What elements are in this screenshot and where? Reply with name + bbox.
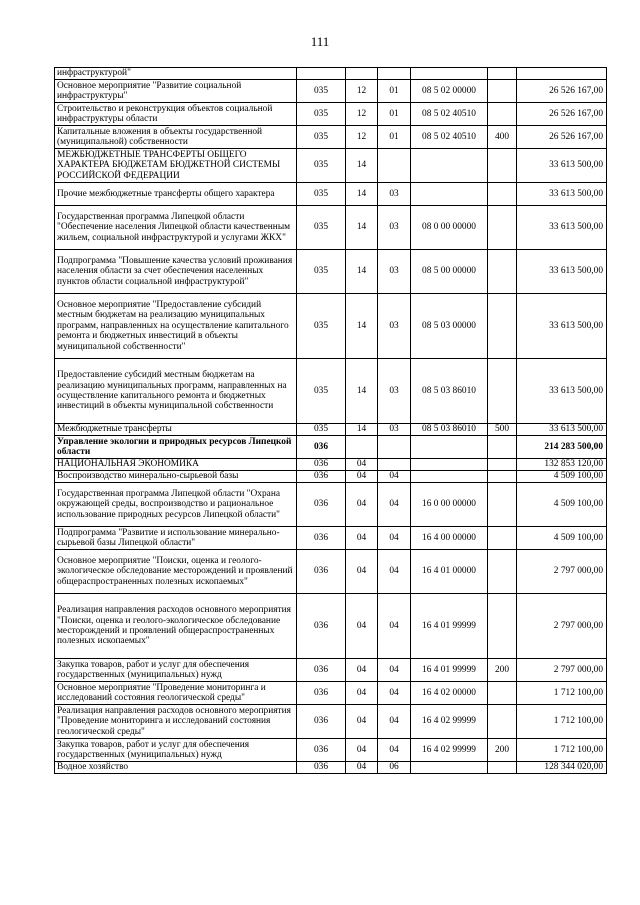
table-row [55,68,607,80]
target-article-code-cell [411,183,488,206]
amount-cell: 4 509 100,00 [517,483,607,527]
expense-type-code-cell [488,206,517,250]
subsection-code-cell: 04 [378,550,411,594]
ministry-code-cell: 036 [297,705,346,739]
ministry-code-cell: 035 [297,294,346,359]
section-code-cell: 14 [346,250,378,294]
target-article-code-cell: 08 0 00 00000 [411,206,488,250]
table-row [55,183,607,206]
target-article-code-cell [411,459,488,471]
table-row [55,762,607,774]
amount-cell: 1 712 100,00 [517,705,607,739]
target-article-code-cell: 16 4 02 99999 [411,739,488,762]
ministry-code-cell [297,68,346,80]
item-name-cell: Закупка товаров, работ и услуг для обеспечения государственных (муниципальных) нужд [55,739,297,762]
section-code-cell: 14 [346,183,378,206]
table-row [55,294,607,359]
subsection-code-cell: 03 [378,359,411,424]
expense-type-code-cell [488,80,517,103]
amount-cell: 33 613 500,00 [517,149,607,183]
target-article-code-cell: 16 4 01 99999 [411,659,488,682]
ministry-code-cell: 036 [297,762,346,774]
subsection-code-cell [378,436,411,459]
subsection-code-cell [378,149,411,183]
item-name-cell: Основное мероприятие "Поиски, оценка и геолого-экологическое обследование месторождений и проявлений общераспространенных полезных ископаемых" [55,550,297,594]
amount-cell: 1 712 100,00 [517,739,607,762]
table-row [55,739,607,762]
expense-type-code-cell [488,594,517,659]
item-name-cell: Реализация направления расходов основного мероприятия "Поиски, оценка и геолого-экологическое обследование месторождений и проявлений общераспространенных полезных ископаемых" [55,594,297,659]
subsection-code-cell: 04 [378,594,411,659]
item-name-cell: НАЦИОНАЛЬНАЯ ЭКОНОМИКА [55,459,297,471]
item-name-cell: Межбюджетные трансферты [55,424,297,436]
table-row [55,149,607,183]
target-article-code-cell: 08 5 00 00000 [411,250,488,294]
subsection-code-cell: 04 [378,739,411,762]
expense-type-code-cell [488,682,517,705]
table-row [55,682,607,705]
target-article-code-cell: 16 4 01 99999 [411,594,488,659]
section-code-cell: 04 [346,527,378,550]
item-name-cell: Подпрограмма "Развитие и использование минерально-сырьевой базы Липецкой области" [55,527,297,550]
subsection-code-cell: 03 [378,183,411,206]
section-code-cell: 04 [346,705,378,739]
section-code-cell: 12 [346,126,378,149]
section-code-cell: 04 [346,471,378,483]
item-name-cell: Управление экологии и природных ресурсов Липецкой области [55,436,297,459]
subsection-code-cell: 03 [378,206,411,250]
target-article-code-cell: 08 5 03 00000 [411,294,488,359]
table-row [55,436,607,459]
subsection-code-cell: 04 [378,527,411,550]
expense-type-code-cell [488,183,517,206]
section-code-cell: 14 [346,294,378,359]
ministry-code-cell: 035 [297,359,346,424]
section-code-cell: 04 [346,550,378,594]
section-code-cell [346,436,378,459]
ministry-code-cell: 036 [297,659,346,682]
item-name-cell: Государственная программа Липецкой области "Обеспечение населения Липецкой области качественным жильем, социальной инфраструктурой и услугами ЖКХ" [55,206,297,250]
subsection-code-cell: 04 [378,705,411,739]
target-article-code-cell [411,68,488,80]
expense-type-code-cell [488,294,517,359]
item-name-cell: Основное мероприятие "Развитие социальной инфраструктуры" [55,80,297,103]
item-name-cell: Основное мероприятие "Проведение мониторинга и исследований состояния геологической среды" [55,682,297,705]
expense-type-code-cell: 200 [488,659,517,682]
section-code-cell: 14 [346,424,378,436]
ministry-code-cell: 035 [297,149,346,183]
subsection-code-cell: 01 [378,103,411,126]
amount-cell: 2 797 000,00 [517,659,607,682]
ministry-code-cell: 035 [297,424,346,436]
expense-type-code-cell [488,550,517,594]
item-name-cell: Строительство и реконструкция объектов социальной инфраструктуры области [55,103,297,126]
section-code-cell: 12 [346,103,378,126]
item-name-cell: Предоставление субсидий местным бюджетам на реализацию муниципальных программ, направленных на осуществление капитального ремонта и бюджетных инвестиций в объекты муниципальной собственности [55,359,297,424]
expense-type-code-cell [488,483,517,527]
section-code-cell: 14 [346,359,378,424]
item-name-cell: МЕЖБЮДЖЕТНЫЕ ТРАНСФЕРТЫ ОБЩЕГО ХАРАКТЕРА БЮДЖЕТАМ БЮДЖЕТНОЙ СИСТЕМЫ РОССИЙСКОЙ ФЕДЕРАЦИИ [55,149,297,183]
item-name-cell: инфраструктурой" [55,68,297,80]
expense-type-code-cell [488,436,517,459]
table-row [55,250,607,294]
subsection-code-cell: 04 [378,682,411,705]
section-code-cell [346,68,378,80]
subsection-code-cell [378,68,411,80]
table-row [55,80,607,103]
ministry-code-cell: 035 [297,80,346,103]
target-article-code-cell [411,471,488,483]
expense-type-code-cell [488,250,517,294]
item-name-cell: Водное хозяйство [55,762,297,774]
subsection-code-cell: 04 [378,483,411,527]
amount-cell: 33 613 500,00 [517,359,607,424]
target-article-code-cell: 16 0 00 00000 [411,483,488,527]
table-row [55,594,607,659]
section-code-cell: 14 [346,149,378,183]
ministry-code-cell: 036 [297,471,346,483]
section-code-cell: 12 [346,80,378,103]
section-code-cell: 04 [346,594,378,659]
expense-type-code-cell [488,459,517,471]
amount-cell: 214 283 500,00 [517,436,607,459]
target-article-code-cell: 16 4 02 99999 [411,705,488,739]
table-row [55,424,607,436]
table-row [55,459,607,471]
amount-cell: 128 344 020,00 [517,762,607,774]
item-name-cell: Закупка товаров, работ и услуг для обеспечения государственных (муниципальных) нужд [55,659,297,682]
section-code-cell: 14 [346,206,378,250]
ministry-code-cell: 036 [297,594,346,659]
budget-table-body [55,68,607,774]
expense-type-code-cell [488,471,517,483]
target-article-code-cell [411,149,488,183]
ministry-code-cell: 036 [297,436,346,459]
expense-type-code-cell [488,149,517,183]
amount-cell: 26 526 167,00 [517,80,607,103]
item-name-cell: Реализация направления расходов основного мероприятия "Проведение мониторинга и исследований состояния геологической среды" [55,705,297,739]
target-article-code-cell: 08 5 03 86010 [411,359,488,424]
expense-type-code-cell [488,68,517,80]
item-name-cell: Воспроизводство минерально-сырьевой базы [55,471,297,483]
ministry-code-cell: 035 [297,183,346,206]
ministry-code-cell: 035 [297,206,346,250]
item-name-cell: Капитальные вложения в объекты государственной (муниципальной) собственности [55,126,297,149]
item-name-cell: Государственная программа Липецкой области "Охрана окружающей среды, воспроизводство и рациональное использование природных ресурсов Липецкой области" [55,483,297,527]
ministry-code-cell: 036 [297,459,346,471]
subsection-code-cell: 01 [378,126,411,149]
ministry-code-cell: 035 [297,126,346,149]
ministry-code-cell: 036 [297,527,346,550]
ministry-code-cell: 036 [297,550,346,594]
amount-cell: 2 797 000,00 [517,594,607,659]
target-article-code-cell: 08 5 02 40510 [411,103,488,126]
amount-cell: 33 613 500,00 [517,206,607,250]
table-row [55,359,607,424]
page-number: 111 [310,34,330,49]
target-article-code-cell: 08 5 02 40510 [411,126,488,149]
subsection-code-cell: 06 [378,762,411,774]
table-row [55,550,607,594]
target-article-code-cell: 16 4 02 00000 [411,682,488,705]
amount-cell: 2 797 000,00 [517,550,607,594]
expense-type-code-cell: 400 [488,126,517,149]
ministry-code-cell: 036 [297,739,346,762]
ministry-code-cell: 035 [297,103,346,126]
target-article-code-cell: 16 4 00 00000 [411,527,488,550]
expense-type-code-cell: 200 [488,739,517,762]
table-row [55,206,607,250]
amount-cell: 1 712 100,00 [517,682,607,705]
target-article-code-cell: 08 5 02 00000 [411,80,488,103]
expense-type-code-cell [488,359,517,424]
table-row [55,527,607,550]
subsection-code-cell: 01 [378,80,411,103]
target-article-code-cell [411,762,488,774]
ministry-code-cell: 036 [297,483,346,527]
subsection-code-cell: 03 [378,424,411,436]
amount-cell: 33 613 500,00 [517,294,607,359]
amount-cell: 4 509 100,00 [517,527,607,550]
amount-cell [517,68,607,80]
target-article-code-cell: 16 4 01 00000 [411,550,488,594]
table-row [55,471,607,483]
ministry-code-cell: 035 [297,250,346,294]
amount-cell: 132 853 120,00 [517,459,607,471]
target-article-code-cell: 08 5 03 86010 [411,424,488,436]
section-code-cell: 04 [346,739,378,762]
amount-cell: 26 526 167,00 [517,126,607,149]
section-code-cell: 04 [346,762,378,774]
expense-type-code-cell [488,762,517,774]
target-article-code-cell [411,436,488,459]
amount-cell: 33 613 500,00 [517,183,607,206]
table-row [55,483,607,527]
amount-cell: 33 613 500,00 [517,424,607,436]
item-name-cell: Подпрограмма "Повышение качества условий проживания населения области за счет обеспечения населенных пунктов области социальной инфраструктурой" [55,250,297,294]
item-name-cell: Основное мероприятие "Предоставление субсидий местным бюджетам на реализацию муниципальных программ, направленных на осуществление капитального ремонта и бюджетных инвестиций в объекты муниципальной собственности" [55,294,297,359]
subsection-code-cell: 04 [378,659,411,682]
section-code-cell: 04 [346,483,378,527]
amount-cell: 33 613 500,00 [517,250,607,294]
section-code-cell: 04 [346,459,378,471]
section-code-cell: 04 [346,659,378,682]
table-row [55,103,607,126]
table-row [55,126,607,149]
amount-cell: 26 526 167,00 [517,103,607,126]
expense-type-code-cell [488,103,517,126]
section-code-cell: 04 [346,682,378,705]
subsection-code-cell: 03 [378,294,411,359]
table-row [55,659,607,682]
table-row [55,705,607,739]
amount-cell: 4 509 100,00 [517,471,607,483]
expense-type-code-cell [488,527,517,550]
expense-type-code-cell: 500 [488,424,517,436]
subsection-code-cell: 03 [378,250,411,294]
subsection-code-cell: 04 [378,471,411,483]
budget-table [54,67,607,774]
item-name-cell: Прочие межбюджетные трансферты общего характера [55,183,297,206]
expense-type-code-cell [488,705,517,739]
subsection-code-cell [378,459,411,471]
ministry-code-cell: 036 [297,682,346,705]
